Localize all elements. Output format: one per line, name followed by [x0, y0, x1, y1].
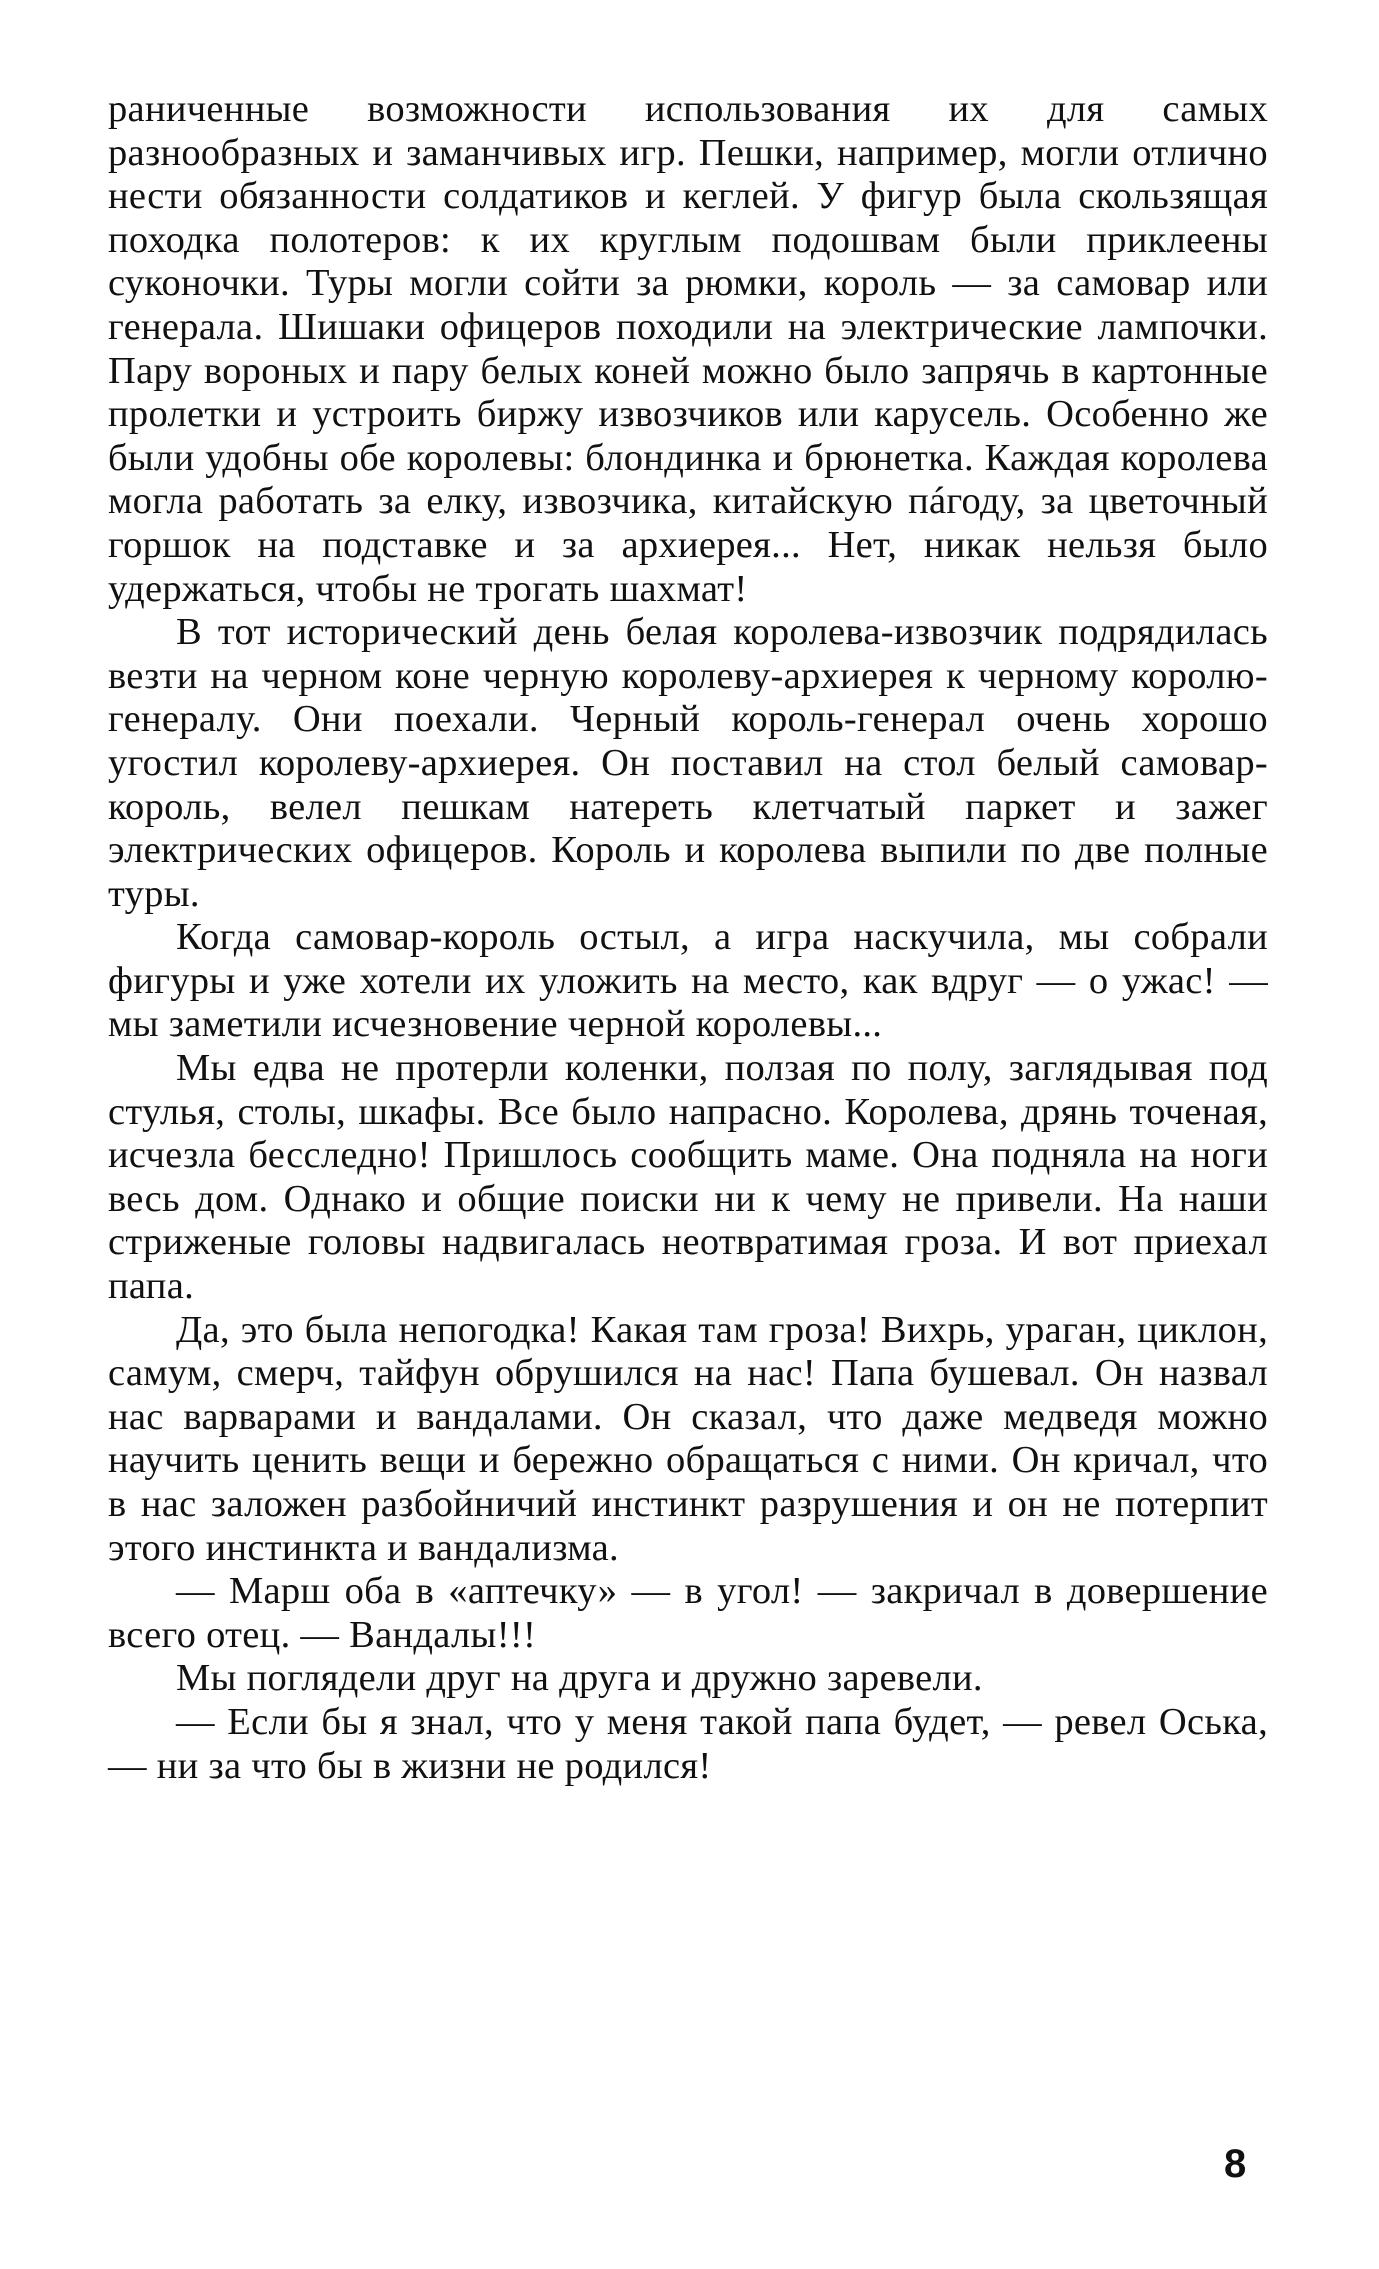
book-page-text [108, 88, 1268, 1788]
paragraph: Мы едва не протерли коленки, ползая по полу, заглядывая под стулья, столы, шкафы. Все было напрасно. Королева, дрянь точеная, исчезла бесследно! Пришлось сообщить маме. Она подняла на ноги весь дом. Однако и общие поиски ни к чему не привели. На наши стриженые головы надвигалась неотвратимая гроза. И вот приехал папа. [108, 1047, 1268, 1308]
dialogue-paragraph: — Если бы я знал, что у меня такой папа будет, — ревел Оська, — ни за что бы в жизни не родился! [108, 1700, 1268, 1787]
paragraph: Да, это была непогодка! Какая там гроза! Вихрь, ураган, циклон, самум, смерч, тайфун обрушился на нас! Папа бушевал. Он назвал нас варварами и вандалами. Он сказал, что даже медведя можно научить ценить вещи и бережно обращаться с ними. Он кричал, что в нас заложен разбойничий инстинкт разрушения и он не потерпит этого инстинкта и вандализма. [108, 1308, 1268, 1569]
paragraph: В тот исторический день белая королева-извозчик подрядилась везти на черном коне черную королеву-архиерея к черному королю-генералу. Они поехали. Черный король-генерал очень хорошо угостил королеву-архиерея. Он поставил на стол белый самовар-король, велел пешкам натереть клетчатый паркет и зажег электрических офицеров. Король и королева выпили по две полные туры. [108, 611, 1268, 915]
dialogue-paragraph: — Марш оба в «аптечку» — в угол! — закричал в довершение всего отец. — Вандалы!!! [108, 1570, 1268, 1656]
page-number: 8 [1224, 2142, 1247, 2186]
paragraph: Мы поглядели друг на друга и дружно заревели. [176, 1657, 983, 1700]
paragraph-continued: раниченные возможности использования их для самых разнообразных и заманчивых игр. Пешки, например, могли отлично нести обязанности солдатиков и кеглей. У фигур была скользящая походка полотеров: к их круглым подошвам были приклеены суконочки. Туры могли сойти за рюмки, король — за самовар или генерала. Шишаки офицеров походили на электрические лампочки. Пару вороных и пару белых коней можно было запрячь в картонные пролетки и устроить биржу извозчиков или карусель. Особенно же были удобны обе королевы: блондинка и брюнетка. Каждая королева могла работать за елку, извозчика, китайскую пáгоду, за цветочный горшок на подставке и за архиерея... Нет, никак нельзя было удержаться, чтобы не трогать шахмат! [108, 88, 1268, 610]
paragraph: Когда самовар-король остыл, а игра наскучила, мы собрали фигуры и уже хотели их уложить на место, как вдруг — о ужас! — мы заметили исчезновение черной королевы... [108, 916, 1268, 1046]
